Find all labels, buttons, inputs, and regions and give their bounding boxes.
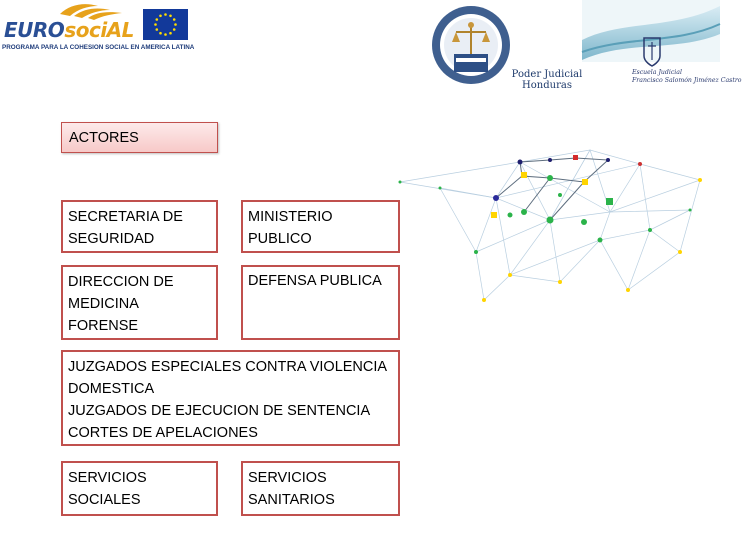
network-graph-image <box>400 140 720 310</box>
eurosocial-logo <box>0 0 200 60</box>
institution-header <box>422 0 742 96</box>
actor-box-juzgados <box>61 350 400 446</box>
box-line: MINISTERIO <box>248 209 333 225</box>
box-line: DEFENSA PUBLICA <box>248 273 382 289</box>
box-line: SEGURIDAD <box>68 231 155 247</box>
box-line: CORTES DE APELACIONES <box>68 425 258 441</box>
actor-box-defensa-publica <box>241 265 400 340</box>
poder-judicial-label: Poder Judicial Honduras <box>511 69 583 91</box>
escuela-judicial-emblem: Escuela Judicial Francisco Salomón Jiménez Castro <box>632 36 692 92</box>
eu-flag-icon <box>143 9 188 40</box>
box-line: FORENSE <box>68 318 139 334</box>
actor-box-servicios-sanitarios <box>241 461 400 516</box>
box-line: PUBLICO <box>248 231 312 247</box>
box-line: SECRETARIA DE <box>68 209 183 225</box>
box-line: DOMESTICA <box>68 381 155 397</box>
actor-box-ministerio-publico <box>241 200 400 253</box>
box-line: SANITARIOS <box>248 492 335 508</box>
box-line: SOCIALES <box>68 492 141 508</box>
escuela-judicial-emblem-icon <box>642 36 662 68</box>
actor-box-servicios-sociales <box>61 461 218 516</box>
box-line: SERVICIOS <box>248 470 327 486</box>
brand-tagline: PROGRAMA PARA LA COHESION SOCIAL EN AMERICA LATINA <box>2 44 195 51</box>
box-line: DIRECCION DE <box>68 274 174 290</box>
actor-box-secretaria-seguridad <box>61 200 218 253</box>
box-line: SERVICIOS <box>68 470 147 486</box>
box-line: JUZGADOS ESPECIALES CONTRA VIOLENCIA <box>68 359 388 375</box>
poder-judicial-seal-icon <box>430 4 512 86</box>
box-line: MEDICINA <box>68 296 139 312</box>
actores-title: ACTORES <box>61 122 218 153</box>
brand-name: EUROsociAL <box>4 18 134 42</box>
box-line: JUZGADOS DE EJECUCION DE SENTENCIA <box>68 403 371 419</box>
actor-box-medicina-forense <box>61 265 218 340</box>
